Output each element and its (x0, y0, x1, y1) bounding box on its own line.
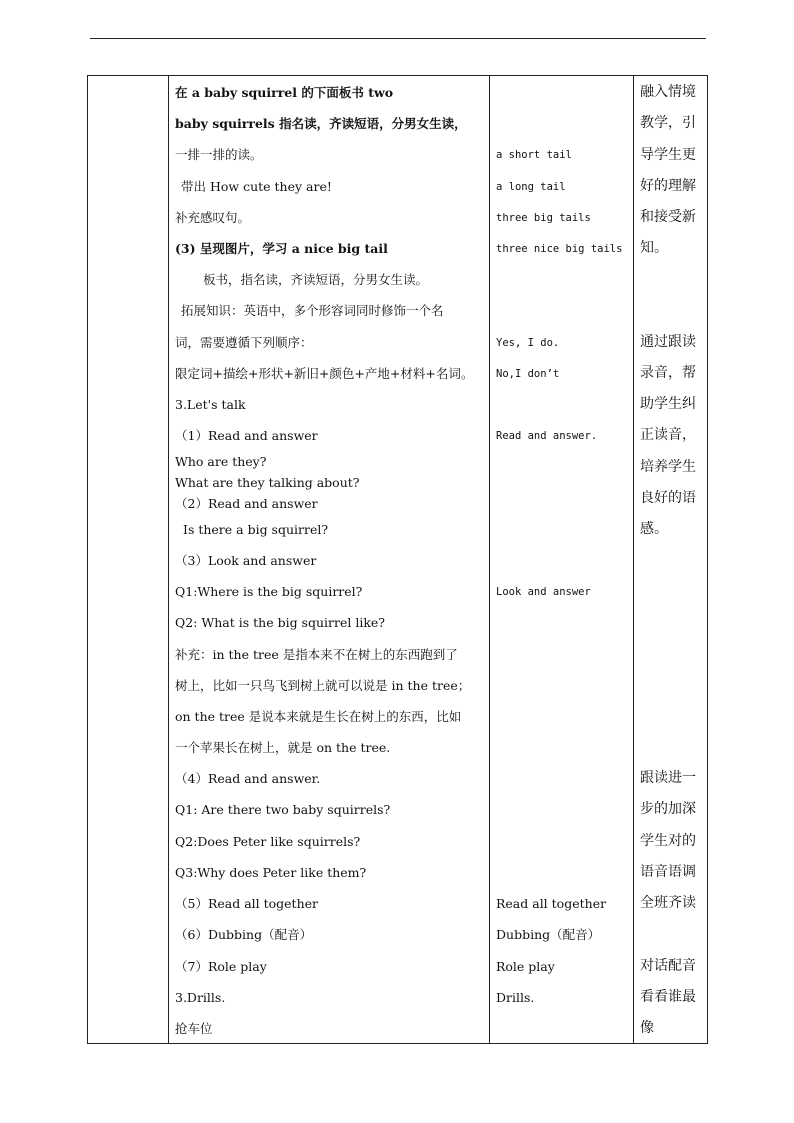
intent-line: 看看谁最 (640, 989, 696, 1005)
table-row (88, 76, 708, 1044)
process-line: 带出 How cute they are! (181, 179, 332, 194)
process-line: 在 a baby squirrel 的下面板书 two (175, 85, 394, 100)
process-line: What are they talking about? (175, 475, 360, 490)
process-line: 树上，比如一只鸟飞到树上就可以说是 in the tree； (175, 678, 471, 693)
process-line: Q1: Are there two baby squirrels? (175, 802, 391, 817)
intent-line: 融入情境 (640, 84, 696, 100)
process-line: Q3:Why does Peter like them? (175, 865, 367, 880)
process-line: Q2:Does Peter like squirrels? (175, 834, 361, 849)
intent-line: 正读音， (640, 427, 696, 443)
activity-line: No,I don’t (496, 368, 560, 380)
process-line: Who are they? (175, 454, 267, 469)
intent-line: 好的理解 (640, 178, 696, 194)
intent-line: 助学生纠 (640, 396, 696, 412)
process-line: （3）Look and answer (175, 553, 317, 568)
intent-line: 像 (640, 1020, 654, 1036)
process-line: 抢车位 (175, 1021, 213, 1036)
activity-line: three nice big tails (496, 243, 623, 255)
activity-line: Yes, I do. (496, 337, 560, 349)
intent-line: 和接受新 (640, 209, 696, 225)
process-line: Q1:Where is the big squirrel? (175, 584, 363, 599)
process-line: 板书，指名读，齐读短语，分男女生读。 (203, 272, 429, 287)
process-line: 拓展知识：英语中，多个形容词同时修饰一个名 (181, 303, 444, 318)
intent-line: 学生对的 (640, 833, 696, 849)
process-line: （6）Dubbing（配音） (175, 927, 313, 942)
process-line: 3.Drills. (175, 990, 226, 1005)
activity-line: a long tail (496, 181, 566, 193)
intent-line: 语音语调 (640, 864, 696, 880)
activity-line: Read and answer. (496, 430, 598, 442)
intent-line: 全班齐读 (640, 895, 696, 911)
intent-line: 培养学生 (640, 459, 696, 475)
process-line: Is there a big squirrel? (183, 522, 329, 537)
process-line: (3) 呈现图片，学习 a nice big tail (175, 241, 388, 256)
stage-cell (88, 76, 169, 1044)
process-line: on the tree 是说本来就是生长在树上的东西，比如 (175, 709, 462, 724)
teaching-process-cell (169, 76, 490, 1044)
intent-line: 录音，帮 (640, 365, 696, 381)
lesson-plan-table (87, 75, 708, 1044)
activity-line: Role play (496, 959, 555, 974)
process-line: Q2: What is the big squirrel like? (175, 615, 385, 630)
process-line: 一个苹果长在树上，就是 on the tree. (175, 740, 391, 755)
activity-line: a short tail (496, 149, 572, 161)
intent-line: 教学，引 (640, 115, 696, 131)
process-line: （2）Read and answer (175, 496, 318, 511)
header-rule (90, 38, 706, 39)
design-intent-cell (634, 76, 708, 1044)
intent-line: 跟读进一 (640, 770, 696, 786)
activity-line: Dubbing（配音） (496, 927, 601, 942)
process-line: （1）Read and answer (175, 428, 318, 443)
intent-line: 通过跟读 (640, 334, 696, 350)
intent-line: 对话配音 (640, 958, 696, 974)
intent-line: 步的加深 (640, 801, 696, 817)
process-line: baby squirrels 指名读，齐读短语，分男女生读， (175, 116, 467, 131)
intent-line: 知。 (640, 240, 668, 256)
process-line: 补充感叹句。 (175, 210, 251, 225)
activity-line: Drills. (496, 990, 535, 1005)
process-line: （7）Role play (175, 959, 267, 974)
process-line: 补充：in the tree 是指本来不在树上的东西跑到了 (175, 647, 458, 662)
process-line: （5）Read all together (175, 896, 319, 911)
intent-line: 感。 (640, 521, 668, 537)
intent-line: 导学生更 (640, 147, 696, 163)
process-line: 限定词+描绘+形状+新旧+颜色+产地+材料+名词。 (175, 366, 474, 381)
intent-line: 良好的语 (640, 490, 696, 506)
activity-line: Read all together (496, 896, 607, 911)
process-line: 3.Let's talk (175, 397, 246, 412)
student-activity-cell (490, 76, 634, 1044)
process-line: （4）Read and answer. (175, 771, 321, 786)
activity-line: three big tails (496, 212, 591, 224)
process-line: 一排一排的读。 (175, 147, 263, 162)
process-line: 词，需要遵循下列顺序： (175, 335, 313, 350)
activity-line: Look and answer (496, 586, 591, 598)
